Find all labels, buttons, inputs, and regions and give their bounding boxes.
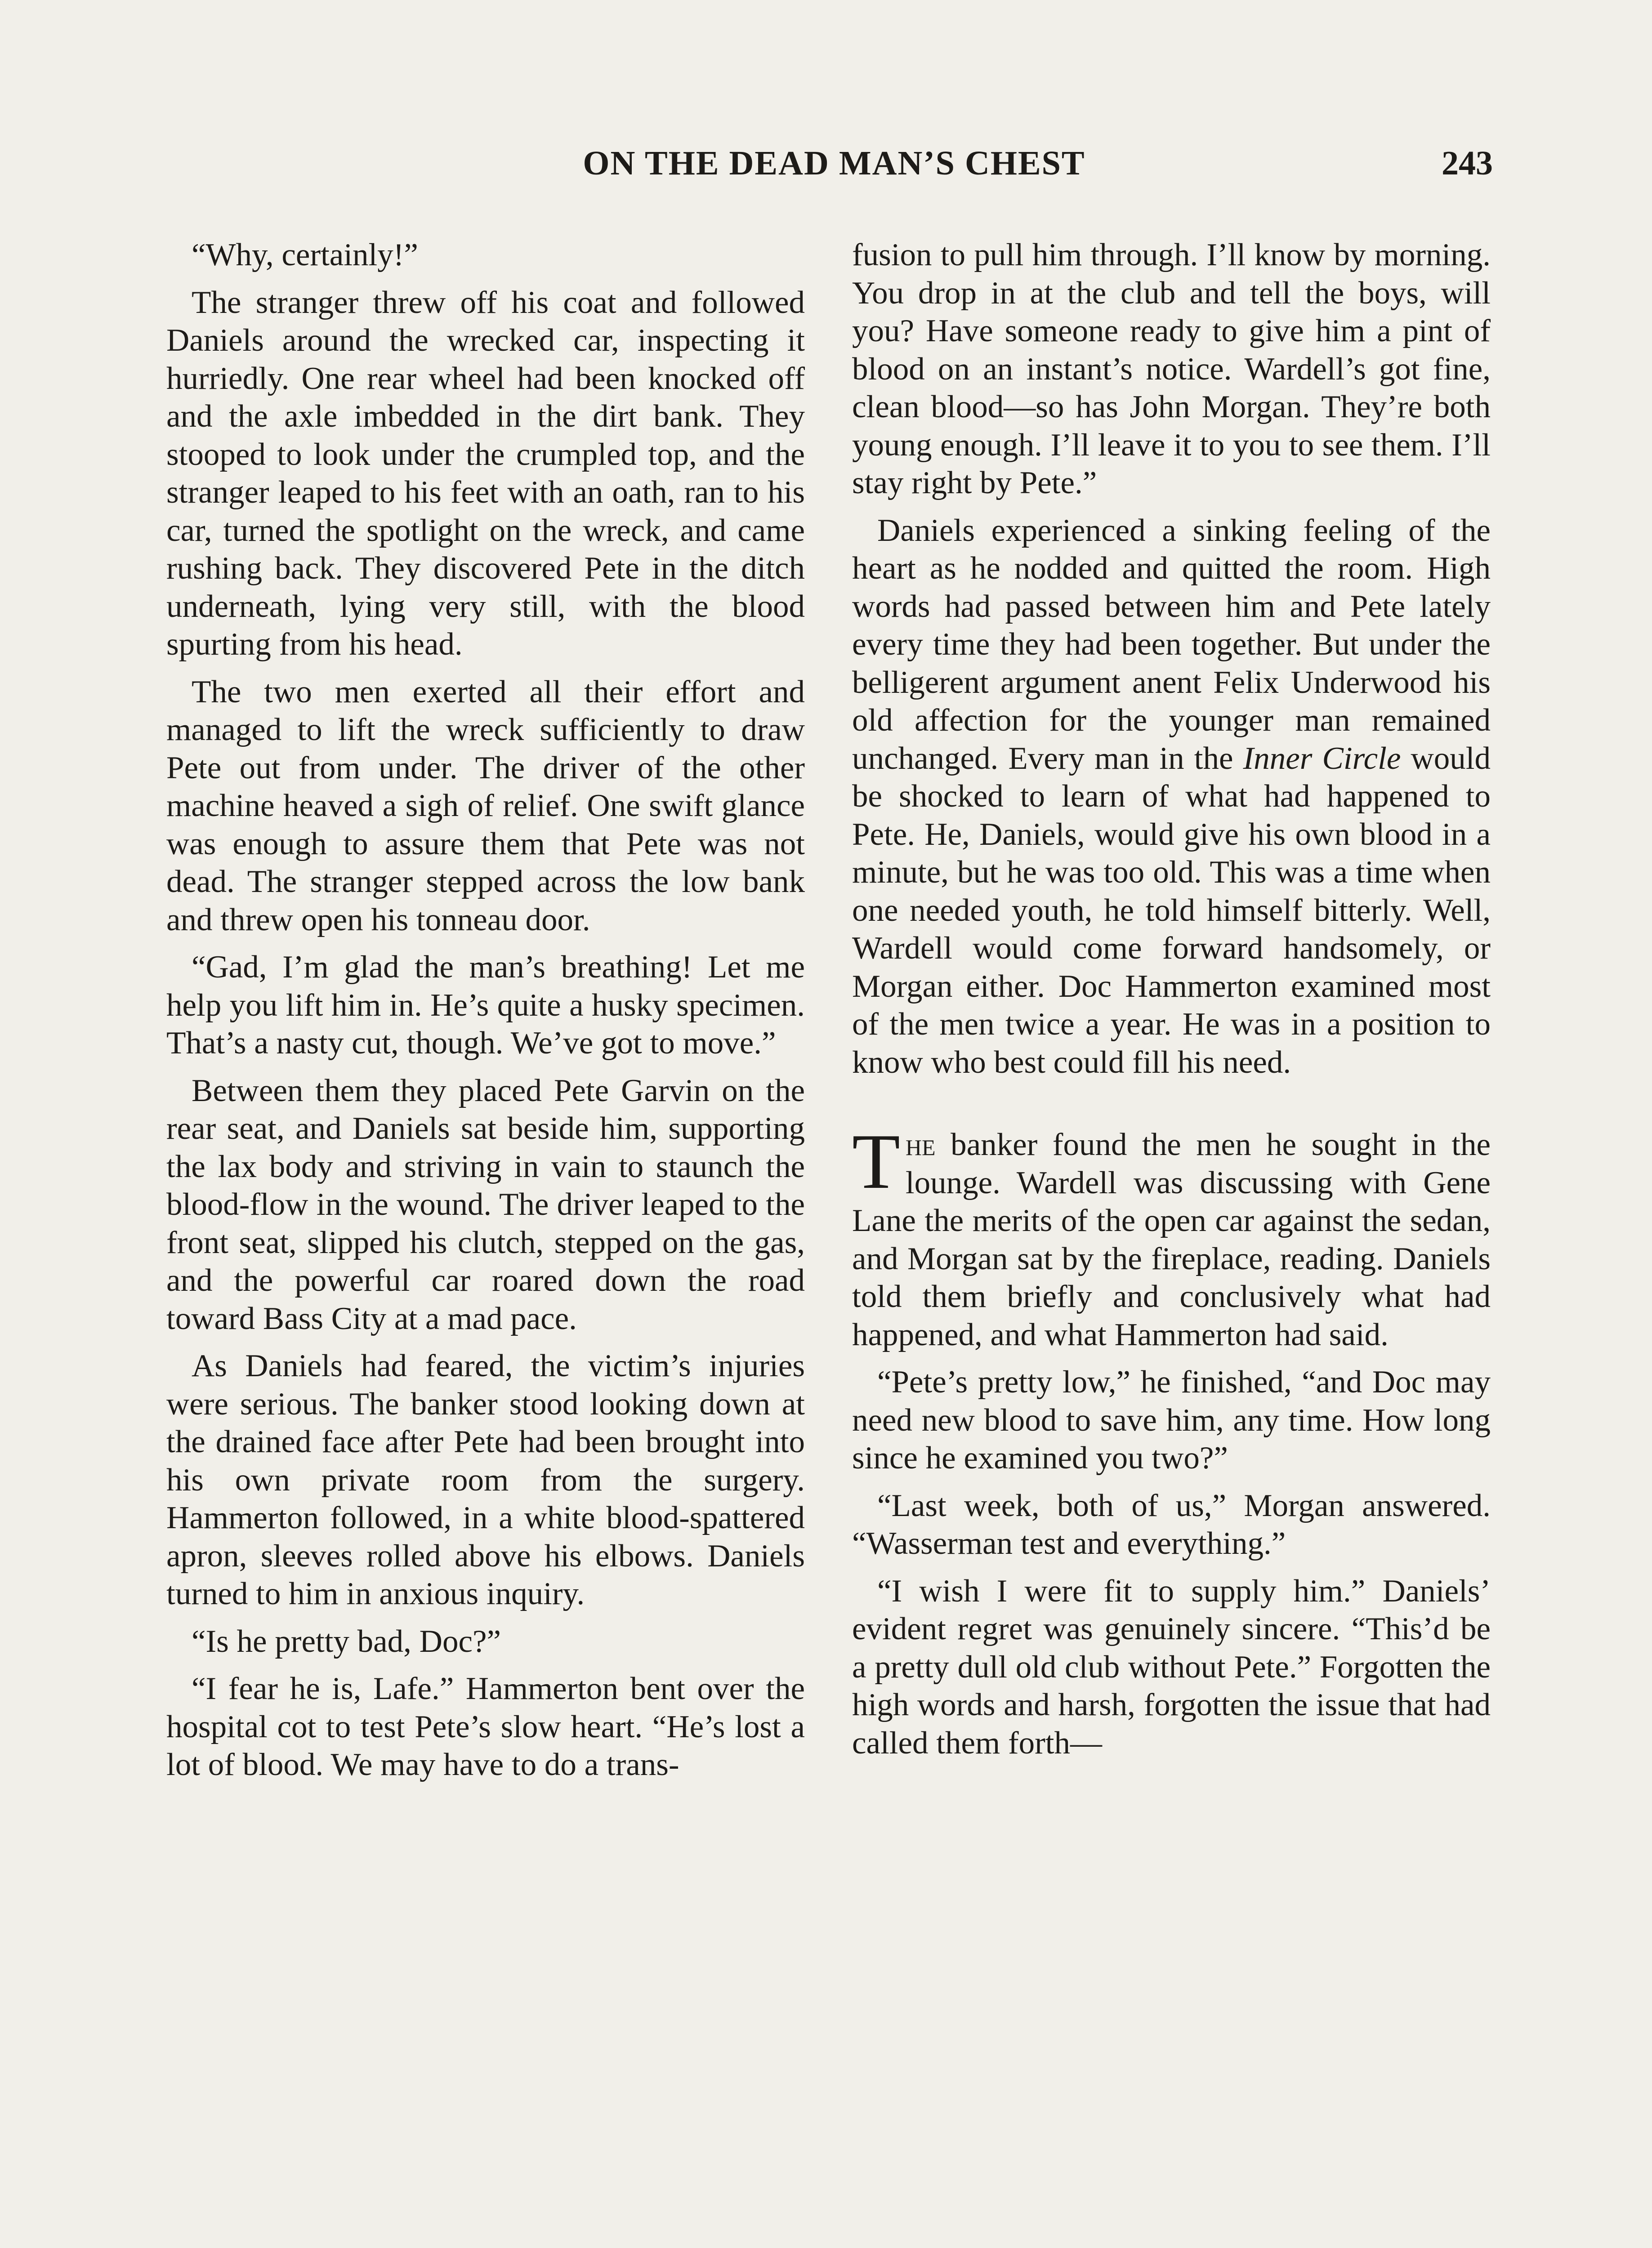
text-run: banker found the men he sought in the lounge. Wardell was discussing with Gene Lane the merits of the open car against the sedan, and Morgan sat by the fireplace, reading. Daniels told them briefly and conclusively what had happened, and what Hammerton had said.: [852, 1127, 1491, 1352]
running-head: ON THE DEAD MAN’S CHEST: [583, 144, 1085, 182]
text-run: Daniels experienced a sinking feeling of the heart as he nodded and quitted the room. High words had passed between him and Pete lately every time they had been together. But under the belligerent argument anent Felix Underwood his old affection for the younger man remained unchanged. Every man in the: [852, 513, 1491, 776]
paragraph: [852, 512, 1491, 1082]
page-number: 243: [1442, 144, 1493, 182]
paragraph: Between them they placed Pete Garvin on the rear seat, and Daniels sat beside him, supporting the lax body and striving in vain to staunch the blood-flow in the wound. The driver leaped to the front seat, slipped his clutch, stepped on the gas, and the powerful car roared down the road toward Bass City at a mad pace.: [166, 1073, 805, 1336]
paragraph: As Daniels had feared, the victim’s injuries were serious. The banker stood looking down at the drained face after Pete had been brought into his own private room from the surgery. Hammerton followed, in a white blood-spattered apron, sleeves rolled above his elbows. Daniels turned to him in anxious inquiry.: [166, 1348, 805, 1611]
paragraph: fusion to pull him through. I’ll know by morning. You drop in at the club and tell the boys, will you? Have someone ready to give him a pint of blood on an instant’s notice. Wardell’s got fine, clean blood—so has John Morgan. They’re both young enough. I’ll leave it to you to see them. I’ll stay right by Pete.”: [852, 237, 1491, 500]
small-caps-text: he: [905, 1127, 936, 1162]
drop-cap: T: [852, 1118, 900, 1205]
paragraph: “Why, certainly!”: [192, 237, 418, 272]
right-column: [852, 236, 1491, 1771]
paragraph: “Gad, I’m glad the man’s breathing! Let me help you lift him in. He’s quite a husky specimen. That’s a nasty cut, though. We’ve got to move.”: [166, 950, 805, 1061]
italic-text: Inner Circle: [1243, 740, 1401, 776]
paragraph: “I fear he is, Lafe.” Hammerton bent over the hospital cot to test Pete’s slow heart. “He’s lost a lot of blood. We may have to do a trans-: [166, 1671, 805, 1782]
paragraph: “I wish I were fit to supply him.” Daniels’ evident regret was genuinely sincere. “This’d be a pretty dull old club without Pete.” Forgotten the high words and harsh, forgotten the issue that had called them forth—: [852, 1573, 1491, 1761]
text-run: would be shocked to learn of what had happened to Pete. He, Daniels, would give his own blood in a minute, but he was too old. This was a time when one needed youth, he told himself bitterly. Well, Wardell would come forward handsomely, or Morgan either. Doc Hammerton examined most of the men twice a year. He was in a position to know who best could fill his need.: [852, 740, 1491, 1080]
paragraph: “Last week, both of us,” Morgan answered. “Wasserman test and everything.”: [852, 1488, 1491, 1561]
left-column: [166, 236, 805, 1793]
paragraph: The two men exerted all their effort and managed to lift the wreck sufficiently to draw Pete out from under. The driver of the other machine heaved a sigh of relief. One swift glance was enough to assure them that Pete was not dead. The stranger stepped across the low bank and threw open his tonneau door.: [166, 674, 805, 937]
paragraph: The stranger threw off his coat and followed Daniels around the wrecked car, inspecting it hurriedly. One rear wheel had been knocked off and the axle imbedded in the dirt bank. They stooped to look under the crumpled top, and the stranger leaped to his feet with an oath, ran to his car, turned the spotlight on the wreck, and came rushing back. They discovered Pete in the ditch underneath, lying very still, with the blood spurting from his head.: [166, 285, 805, 662]
paragraph: “Pete’s pretty low,” he finished, “and Doc may need new blood to save him, any time. How long since he examined you two?”: [852, 1365, 1491, 1476]
section-break: [852, 1091, 1491, 1126]
paragraph: [852, 1118, 1491, 1354]
paragraph: “Is he pretty bad, Doc?”: [192, 1624, 501, 1659]
